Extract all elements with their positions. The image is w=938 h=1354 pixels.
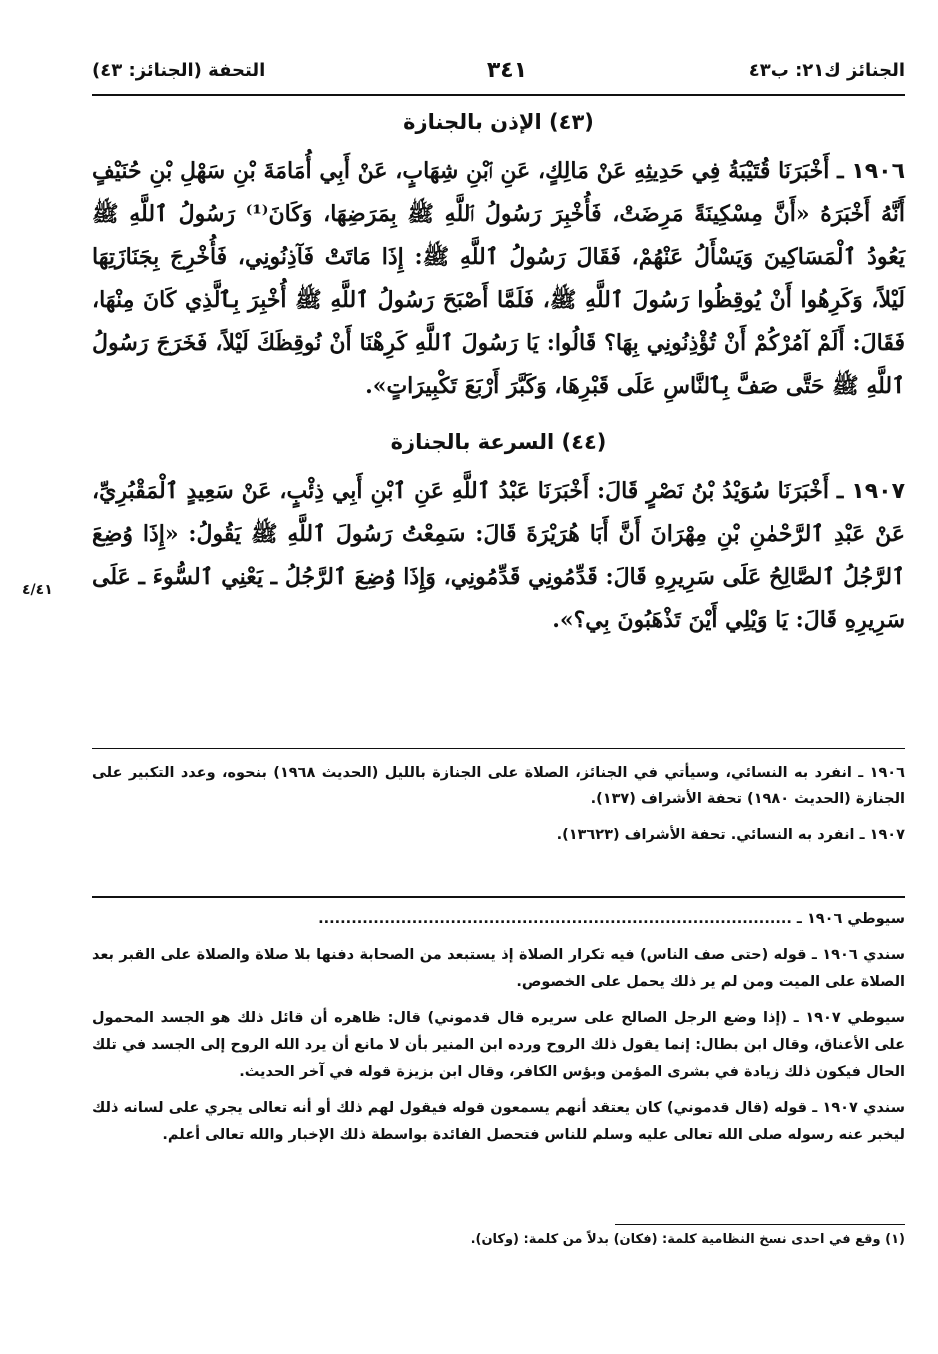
header-tuhfa-ref: التحفة (الجنائز: ٤٣) bbox=[92, 59, 266, 81]
takhrij-rule bbox=[92, 748, 905, 749]
commentary-rule bbox=[92, 896, 905, 898]
section-heading-43: (٤٣) الإذن بالجنازة bbox=[403, 110, 594, 134]
page-header bbox=[92, 50, 905, 90]
main-text bbox=[92, 110, 905, 642]
sindi-1906: سندي ١٩٠٦ ـ قوله (حتى صف الناس) فيه تكرار الصلاة إذ يستبعد من الصحابة دفنها بلا صلاة والصلاة على القبر بعد الصلاة على الميت ومن لم ير ذلك يحمل على الخصوص. bbox=[92, 947, 905, 990]
hadith-1906 bbox=[92, 150, 905, 408]
hadith-number: ١٩٠٧ bbox=[851, 479, 905, 504]
margin-reference: ٤/٤١ bbox=[22, 582, 53, 598]
hadith-1907 bbox=[92, 470, 905, 642]
sindi-1907: سندي ١٩٠٧ ـ قوله (قال قدموني) كان يعتقد أنهم يسمعون قوله فيقول لهم ذلك أو أنه تعالى يجري على لسانه ذلك ليخبر عنه رسوله صلى الله تعالى عليه وسلم للناس فتحصل الفائدة بواسطة ذلك الإخبار والله تعالى أعلم. bbox=[92, 1100, 905, 1143]
takhrij-1907: ١٩٠٧ ـ انفرد به النسائي. تحفة الأشراف (١٣٦٢٣). bbox=[556, 827, 905, 843]
suyuti-1906 bbox=[92, 906, 905, 933]
hadith-number: ١٩٠٦ bbox=[851, 159, 905, 184]
section-heading-44: (٤٤) السرعة بالجنازة bbox=[390, 430, 607, 454]
commentary bbox=[92, 906, 905, 1158]
suyuti-1906-label: سيوطي ١٩٠٦ ـ bbox=[796, 911, 905, 927]
suyuti-1906-dots: ...................................................................................... bbox=[318, 911, 792, 927]
suyuti-1907: سيوطي ١٩٠٧ ـ (إذا وضع الرجل الصالح على سريره قال قدموني) قال: ظاهره أن قائل ذلك هو الجسد المحمول على الأعناق، وقال ابن بطال: إنما يقول ذلك الروح ورده ابن المنير بأن لا مانع أن يرد الله الروح إلى الجسد في تلك الحال فيكون ذلك زيادة في بشرى المؤمن وبؤس الكافر، وقال ابن بزيزة قوله في آخر الحديث. bbox=[92, 1010, 905, 1080]
footnote: (١) وقع في احدى نسخ النظامية كلمة: (فكان) بدلاً من كلمة: (وكان). bbox=[470, 1232, 905, 1247]
header-rule bbox=[92, 94, 905, 96]
footnote-rule bbox=[615, 1224, 905, 1225]
hadith-text: ـ أَخْبَرَنَا سُوَيْدُ بْنُ نَصْرٍ قَالَ: أَخْبَرَنَا عَبْدُ ٱللَّهِ عَنِ ٱبْنِ أَبِي ذِئْبٍ، عَنْ سَعِيدٍ ٱلْمَقْبُرِيِّ، عَنْ عَبْدِ ٱلرَّحْمٰنِ بْنِ مِهْرَانَ أَنَّ أَبَا هُرَيْرَةَ قَالَ: سَمِعْتُ رَسُولَ ٱللَّهِ ﷺ يَقُولُ: «إِذَا وُضِعَ ٱلرَّجُلُ ٱلصَّالِحُ عَلَى سَرِيرِهِ قَالَ: قَدِّمُونِي قَدِّمُونِي، وَإِذَا وُضِعَ ٱلرَّجُلُ ـ يَعْنِي ٱلسُّوءَ ـ عَلَى سَرِيرِهِ قَالَ: يَا وَيْلِي أَيْنَ تَذْهَبُونَ بِي؟». bbox=[92, 478, 905, 633]
hadith-text: ـ أَخْبَرَنَا قُتَيْبَةُ فِي حَدِيثِهِ عَنْ مَالِكٍ، عَنِ ٱبْنِ شِهَابٍ، عَنْ أَبِي أُمَامَةَ بْنِ سَهْلِ بْنِ حُنَيْفٍ أَنَّهُ أَخْبَرَهُ «أَنَّ مِسْكِينَةً مَرِضَتْ، فَأُخْبِرَ رَسُولُ ٱللَّهِ ﷺ بِمَرَضِهَا، وَكَانَ⁽¹⁾ رَسُولُ ٱللَّهِ ﷺ يَعُودُ ٱلْمَسَاكِينَ وَيَسْأَلُ عَنْهُمْ، فَقَالَ رَسُولُ ٱللَّهِ ﷺ: إِذَا مَاتَتْ فَآذِنُونِي، فَأُخْرِجَ بِجَنَازَتِهَا لَيْلاً، وَكَرِهُوا أَنْ يُوقِظُوا رَسُولَ ٱللَّهِ ﷺ، فَلَمَّا أَصْبَحَ رَسُولُ ٱللَّهِ ﷺ أُخْبِرَ بِٱلَّذِي كَانَ مِنْهَا، فَقَالَ: أَلَمْ آمُرْكُمْ أَنْ تُؤْذِنُونِي بِهَا؟ قَالُوا: يَا رَسُولَ ٱللَّهِ كَرِهْنَا أَنْ نُوقِظَكَ لَيْلاً، فَخَرَجَ رَسُولُ ٱللَّهِ ﷺ حَتَّى صَفَّ بِٱلنَّاسِ عَلَى قَبْرِهَا، وَكَبَّرَ أَرْبَعَ تَكْبِيرَاتٍ». bbox=[92, 158, 905, 399]
page-number: ٣٤١ bbox=[486, 57, 528, 83]
header-chapter-ref: الجنائز ك٢١: ب٤٣ bbox=[748, 59, 905, 81]
takhrij-notes bbox=[92, 760, 905, 858]
takhrij-1906: ١٩٠٦ ـ انفرد به النسائي، وسيأتي في الجنائز، الصلاة على الجنازة بالليل (الحديث ١٩٦٨) بنحوه، وعدد التكبير على الجنازة (الحديث ١٩٨٠) تحفة الأشراف (١٣٧). bbox=[92, 765, 905, 807]
